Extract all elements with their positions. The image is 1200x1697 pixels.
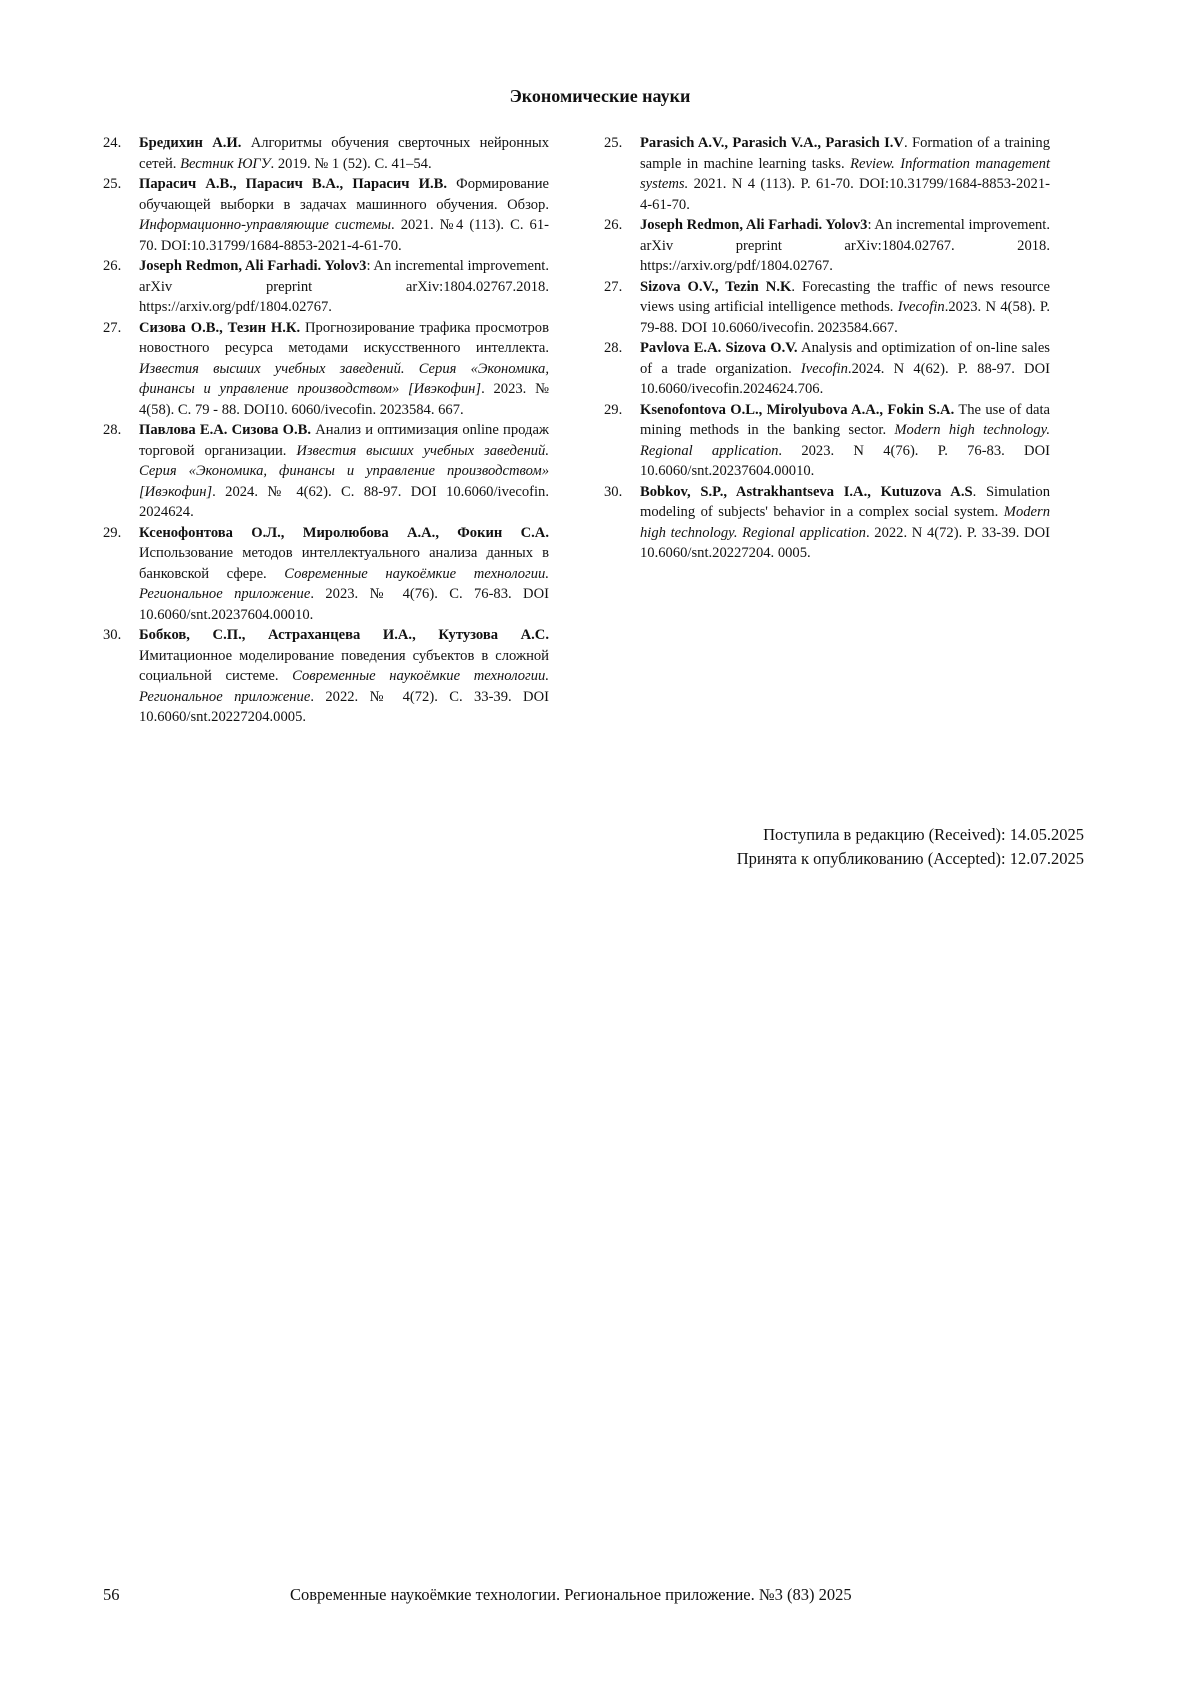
reference-number: 28. [103,422,122,438]
reference-number: 29. [103,524,122,541]
reference-text [640,482,1050,564]
reference-item [103,625,549,728]
reference-authors: Joseph Redmon, Ali Farhadi. Yolov3 [139,258,367,274]
reference-number: 27. [103,319,122,336]
reference-details: . 2024. № 4(62). С. 88-97. DOI 10.6060/ivecofin. 2024624. [139,483,549,520]
reference-details: . 2021. №4 (113). С. 61-70. DOI:10.31799/1684-8853-2021-4-61-70. [139,217,549,254]
reference-item [604,133,1050,215]
reference-item [604,400,1050,482]
reference-number: 29. [604,401,623,418]
reference-source: Ivecofin [800,360,848,377]
reference-title: Алгоритмы обучения сверточных нейронных сетей. [139,135,550,172]
reference-authors: Ksenofontova O.L., Mirolyubova A.A., Fokin S.A. [640,401,955,418]
reference-details: 2021. N 4 (113). P. 61-70. DOI:10.31799/1684-8853-2021-4-61-70. [640,176,1050,213]
reference-text [139,523,549,626]
reference-title: Analysis and optimization of on-line sales of a trade organization. [640,340,1050,377]
reference-text [139,420,549,523]
reference-text [640,400,1050,482]
reference-number: 25. [103,176,122,192]
page-number: 56 [103,1585,120,1604]
reference-authors: Parasich A.V., Parasich V.A., Parasich I.V [640,135,904,151]
reference-source: Ivecofin [897,299,945,315]
reference-details: . 2023. № 4(76). С. 76-83. DOI 10.6060/snt.20237604.00010. [139,586,549,623]
reference-text [640,133,1050,215]
reference-source: Review. Information management systems. [640,155,1050,192]
reference-text [139,133,549,174]
reference-item [604,277,1050,339]
received-date: Поступила в редакцию (Received): 14.05.2025 [763,825,1084,844]
reference-source: Modern high technology. Regional application [640,504,1050,541]
reference-number: 27. [604,278,623,295]
reference-details: . 2022. № 4(72). С. 33-39. DOI 10.6060/snt.20227204.0005. [139,688,549,725]
reference-details: . 2023. N 4(76). P. 76-83. DOI 10.6060/snt.20237604.00010. [640,442,1050,479]
reference-authors: Бобков, С.П., Астраханцева И.А., Кутузова А.С. [139,627,549,643]
reference-number: 28. [604,340,623,356]
journal-footer: Современные наукоёмкие технологии. Региональное приложение. №3 (83) 2025 [290,1585,852,1604]
reference-authors: Сизова О.В., Тезин Н.К. [139,319,301,336]
reference-number: 30. [103,627,122,643]
reference-source: Современные наукоёмкие технологии. Региональное приложение [139,668,549,705]
reference-text [640,215,1050,277]
reference-source: Информационно-управляющие системы [139,217,392,233]
reference-details: .2023. N 4(58). P. 79-88. DOI 10.6060/ivecofin. 2023584.667. [640,299,1051,336]
reference-authors: Pavlova E.A. Sizova O.V. [640,340,798,356]
reference-number: 26. [103,258,122,274]
reference-number: 24. [103,135,122,151]
reference-text [139,174,549,256]
reference-title: Использование методов интеллектуального анализа данных в банковской сфере. [139,545,549,582]
reference-text [139,318,549,421]
reference-title: : An incremental improvement. arXiv preprint arXiv:1804.02767. 2018. https://arxiv.org/pdf/1804.02767. [640,217,1050,274]
reference-details: . 2023. № 4(58). С. 79 - 88. DOI10. 6060/ivecofin. 2023584. 667. [139,381,549,418]
reference-title: The use of data mining methods in the banking sector. [640,401,1050,438]
reference-details: . 2019. № 1 (52). С. 41–54. [270,155,432,172]
reference-authors: Ксенофонтова О.Л., Миролюбова А.А., Фокин С.А. [139,524,549,541]
reference-source: Вестник ЮГУ [180,155,271,172]
references-column-russian [103,133,549,728]
reference-title: Имитационное моделирование поведения субъектов в сложной социальной системе. [139,647,549,684]
reference-source: Modern high technology. Regional application [640,422,1050,459]
reference-title: . Formation of a training sample in machine learning tasks. [640,135,1051,172]
reference-details: .2024. N 4(62). P. 88-97. DOI 10.6060/ivecofin.2024624.706. [640,360,1050,397]
section-title: Экономические науки [509,86,691,106]
reference-item [604,338,1050,400]
submission-dates [737,823,1084,871]
reference-item [604,482,1050,564]
reference-number: 30. [604,483,623,500]
reference-authors: Joseph Redmon, Ali Farhadi. Yolov3 [640,217,868,233]
reference-title: : An incremental improvement. arXiv preprint arXiv:1804.02767.2018. https://arxiv.org/pdf/1804.02767. [139,258,549,315]
reference-authors: Sizova O.V., Tezin N.K [640,278,792,295]
reference-number: 26. [604,217,623,233]
reference-item [103,133,549,174]
reference-authors: Bobkov, S.P., Astrakhantseva I.A., Kutuzova A.S [640,483,973,500]
reference-text [139,256,549,318]
reference-authors: Парасич А.В., Парасич В.А., Парасич И.В. [139,176,448,192]
reference-title: Формирование обучающей выборки в задачах машинного обучения. Обзор. [139,176,549,213]
reference-title: . Simulation modeling of subjects' behavior in a complex social system. [640,483,1050,520]
reference-item [103,318,549,421]
reference-source: Современные наукоёмкие технологии. Региональное приложение [139,565,549,602]
references-column-english [604,133,1050,564]
reference-text [640,338,1050,400]
reference-title: . Forecasting the traffic of news resource views using artificial intelligence methods. [640,278,1050,315]
reference-item [103,174,549,256]
reference-authors: Бредихин А.И. [139,135,242,151]
reference-text [139,625,549,728]
reference-details: . 2022. N 4(72). P. 33-39. DOI 10.6060/snt.20227204. 0005. [640,524,1050,561]
reference-authors: Павлова Е.А. Сизова О.В. [139,422,312,438]
accepted-date: Принята к опубликованию (Accepted): 12.07.2025 [736,849,1084,868]
reference-item [103,523,549,626]
reference-source: Известия высших учебных заведений. Серия «Экономика, финансы и управление производством» [Ивэкофин] [139,442,549,500]
reference-number: 25. [604,135,623,151]
reference-title: Прогнозирование трафика просмотров новостного ресурса методами искусственного интеллекта. [139,319,549,356]
reference-item [604,215,1050,277]
reference-text [640,277,1050,339]
reference-source: Известия высших учебных заведений. Серия «Экономика, финансы и управление производством» [Ивэкофин] [139,360,549,397]
reference-item [103,256,549,318]
reference-title: Анализ и оптимизация online продаж торговой организации. [139,422,549,459]
reference-item [103,420,549,523]
